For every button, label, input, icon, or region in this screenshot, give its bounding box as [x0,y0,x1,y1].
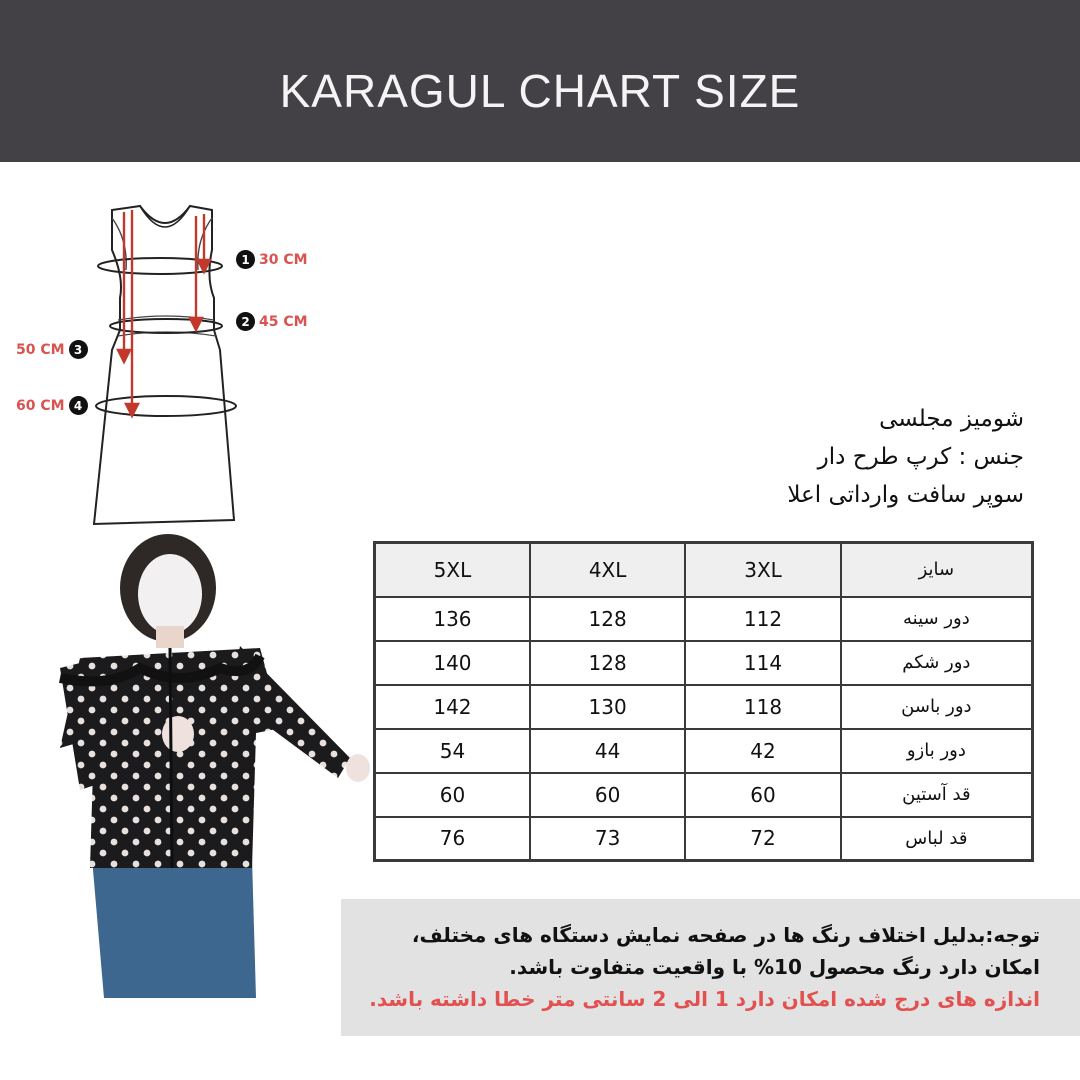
note-line-2: امکان دارد رنگ محصول 10% با واقعیت متفاوت باشد. [509,955,1040,979]
row-label: دور شکم [841,641,1033,685]
table-cell: 42 [685,729,840,773]
note-line-3: اندازه های درج شده امکان دارد 1 الی 2 سانتی متر خطا داشته باشد. [369,987,1040,1011]
table-row [375,817,1033,861]
table-cell: 73 [530,817,685,861]
table-row [375,729,1033,773]
table-row [375,597,1033,641]
table-header-row [375,543,1033,597]
table-cell: 60 [530,773,685,817]
product-name: شومیز مجلسی [879,406,1024,432]
measurement-4-number: 4 [69,396,88,415]
table-cell: 128 [530,597,685,641]
measurement-2-value: 45 CM [259,313,308,330]
table-cell: 60 [375,773,530,817]
table-cell: 140 [375,641,530,685]
measurement-1-number: 1 [236,250,255,269]
measurement-3-number: 3 [69,340,88,359]
table-cell: 72 [685,817,840,861]
row-label: قد آستین [841,773,1033,817]
header-size-5xl: 5XL [375,543,530,597]
row-label: دور باسن [841,685,1033,729]
measurement-3-value: 50 CM [16,341,65,358]
table-row [375,641,1033,685]
table-row [375,685,1033,729]
dress-outline-illustration [0,190,360,530]
header-size-label: سایز [841,543,1033,597]
measurement-4 [16,396,88,415]
header-size-4xl: 4XL [530,543,685,597]
page-title: KARAGUL CHART SIZE [279,65,801,117]
measurement-1-value: 30 CM [259,251,308,268]
table-cell: 76 [375,817,530,861]
table-cell: 136 [375,597,530,641]
table-cell: 130 [530,685,685,729]
measurement-3 [16,340,88,359]
table-cell: 118 [685,685,840,729]
header-banner [0,0,1080,162]
table-cell: 44 [530,729,685,773]
note-line-1: توجه:بدلیل اختلاف رنگ ها در صفحه نمایش دستگاه های مختلف، [411,923,1040,947]
table-cell: 142 [375,685,530,729]
disclaimer-note [341,899,1080,1036]
table-cell: 128 [530,641,685,685]
row-label: دور سینه [841,597,1033,641]
product-material: جنس : کرپ طرح دار [817,444,1024,470]
table-cell: 60 [685,773,840,817]
model-illustration [20,528,370,998]
row-label: دور بازو [841,729,1033,773]
table-row [375,773,1033,817]
measurement-1 [236,250,308,269]
measurement-4-value: 60 CM [16,397,65,414]
table-cell: 54 [375,729,530,773]
size-chart-table [373,541,1034,862]
table-cell: 112 [685,597,840,641]
dress-measurement-diagram [0,190,360,530]
table-cell: 114 [685,641,840,685]
row-label: قد لباس [841,817,1033,861]
measurement-2-number: 2 [236,312,255,331]
product-quality: سوپر سافت وارداتی اعلا [787,482,1024,508]
measurement-2 [236,312,308,331]
header-size-3xl: 3XL [685,543,840,597]
product-description [604,400,1024,514]
model-photo [20,528,370,998]
